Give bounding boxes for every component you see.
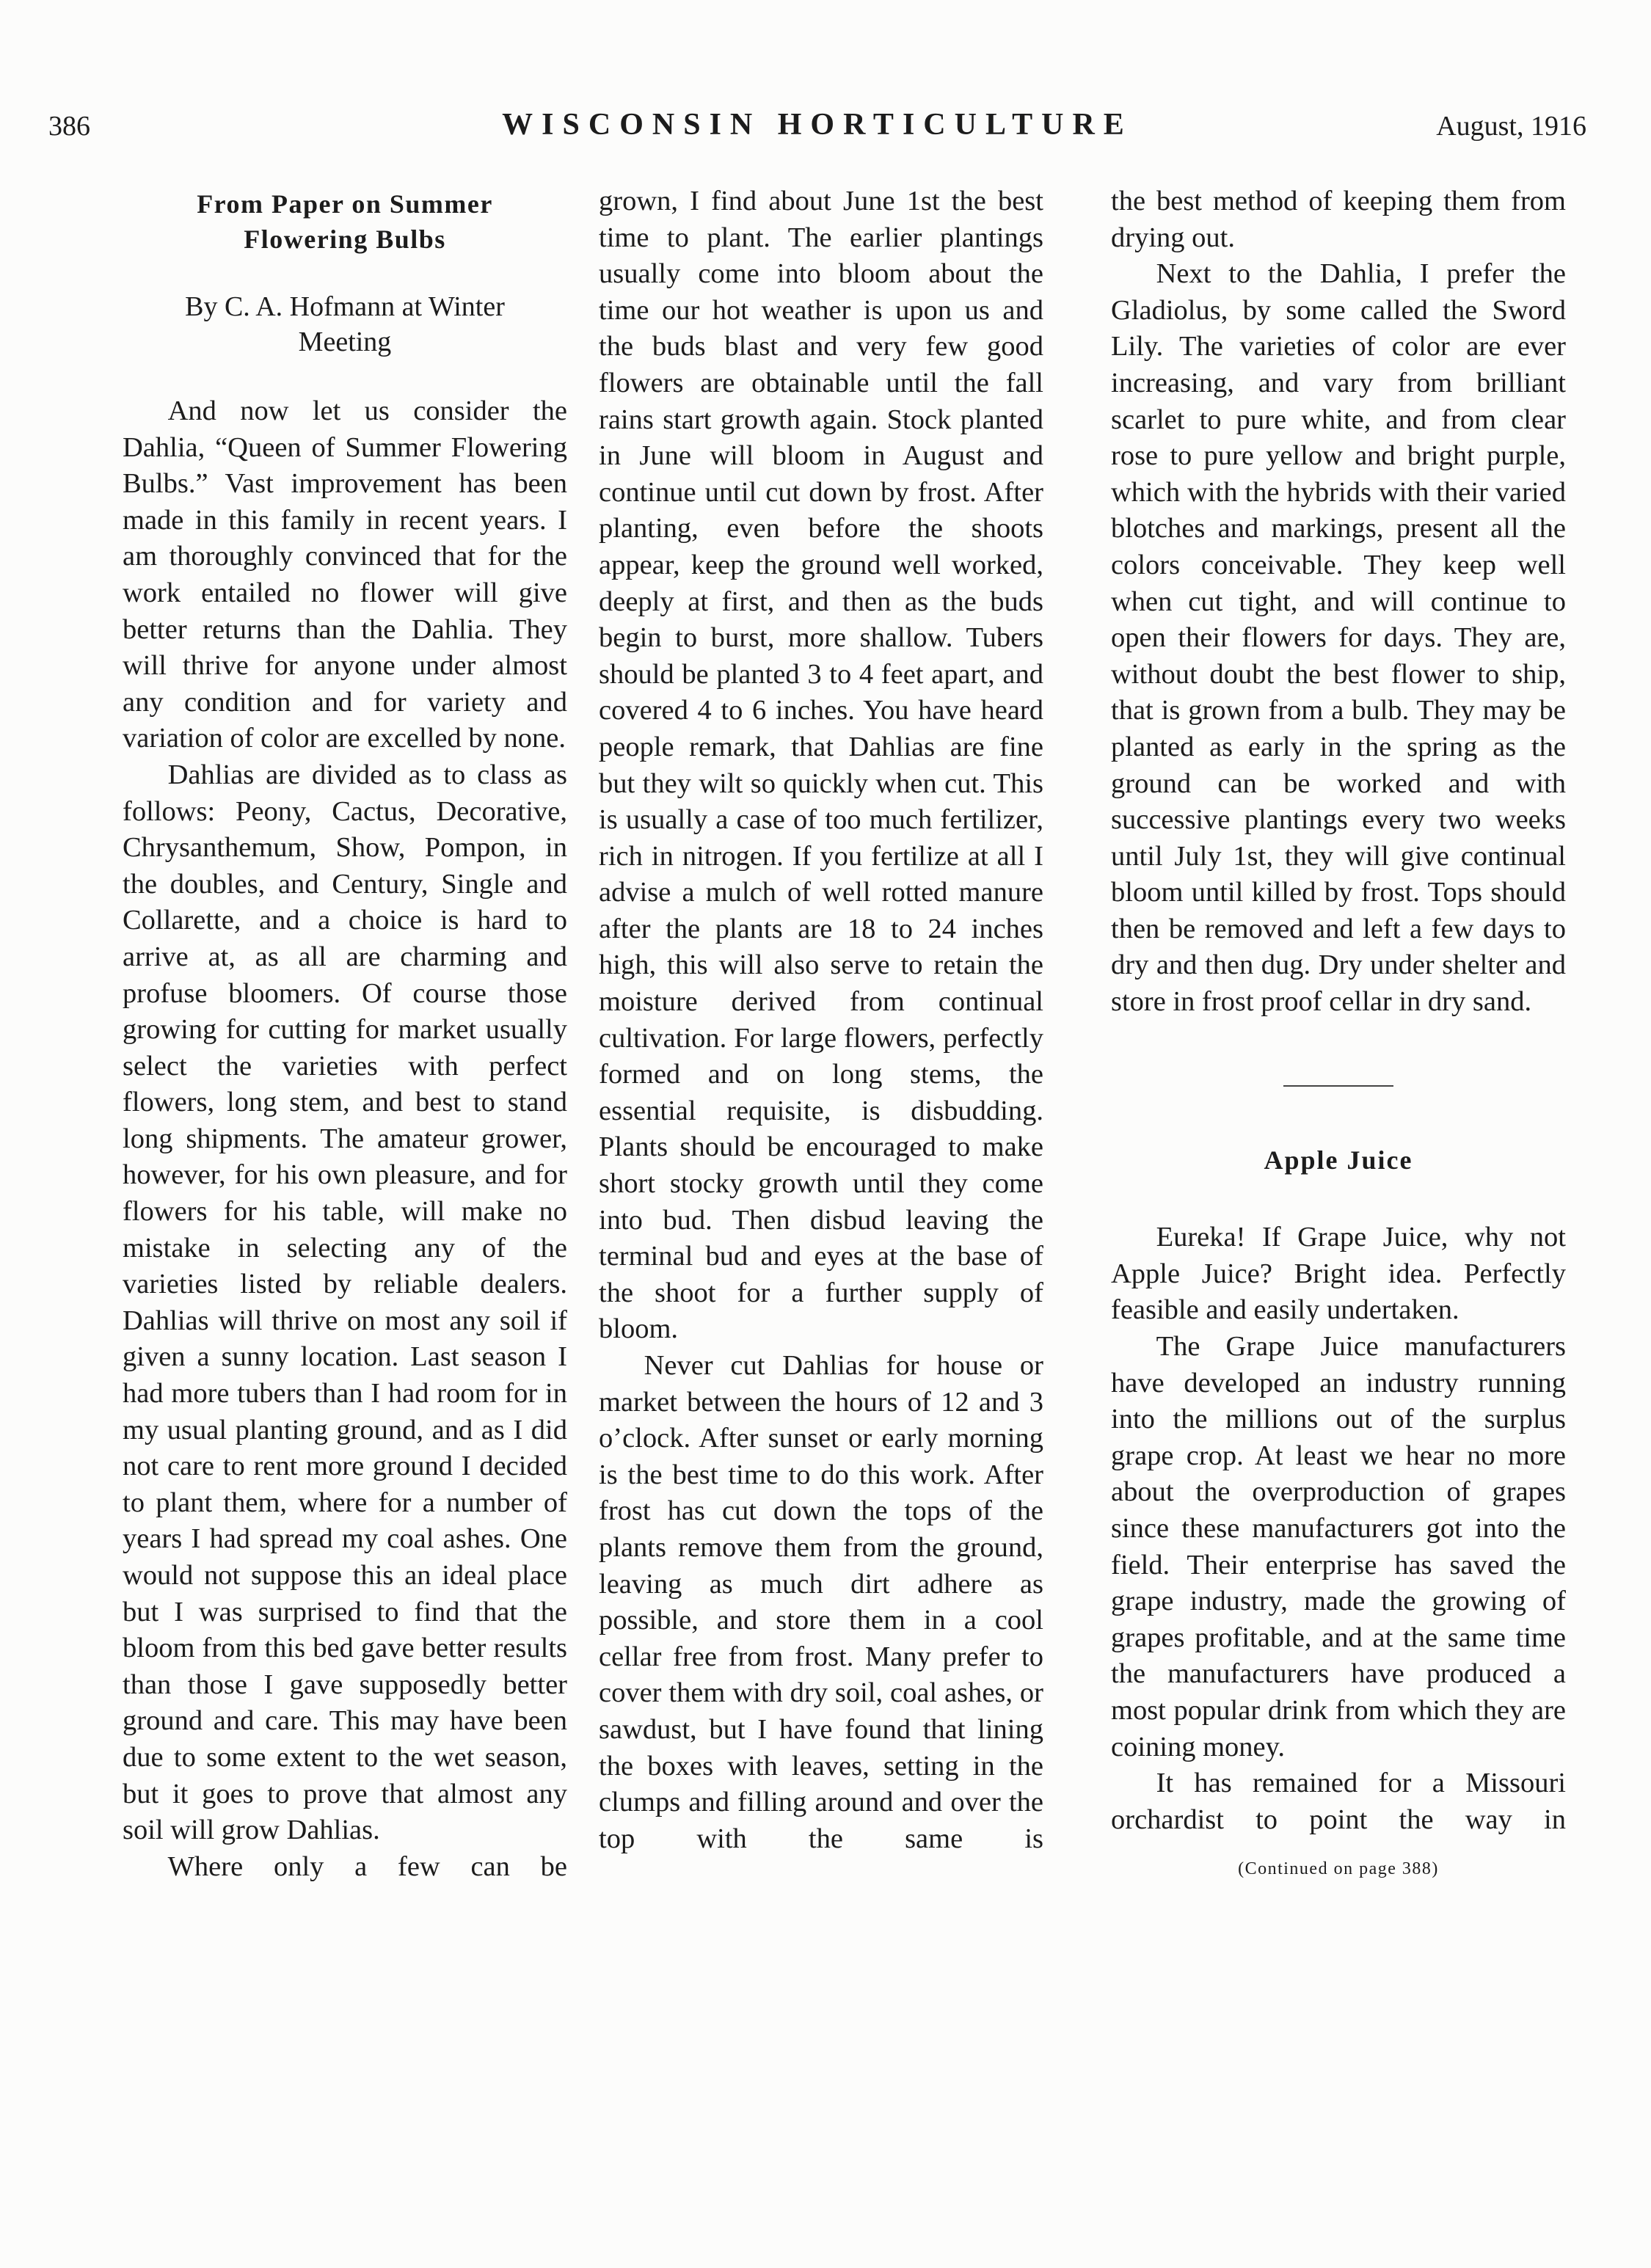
page-header xyxy=(48,110,1586,154)
issue-date: August, 1916 xyxy=(1436,111,1586,142)
column-1 xyxy=(123,183,567,1885)
byline-line-1: By C. A. Hofmann at Winter xyxy=(185,291,505,322)
paragraph: The Grape Juice manufacturers have developed an industry running into the millions out of the surplus grape crop. At least we hear no more about the overproduction of grapes since these manufacturers got into the field. Their enterprise has saved the grape industry, made the growing of grapes profitable, and at the same time the manufacturers have produced a most popular drink from which they are coining money. xyxy=(1111,1331,1566,1762)
article-title-line-1: From Paper on Summer xyxy=(197,189,493,219)
byline-line-2: Meeting xyxy=(298,327,392,357)
section-divider xyxy=(1283,1085,1393,1087)
journal-title: WISCONSIN HORTICULTURE xyxy=(502,108,1133,142)
paragraph: Eureka! If Grape Juice, why not Apple Juice? Bright idea. Perfectly feasible and easily undertaken. xyxy=(1111,1222,1566,1326)
paragraph: It has remained for a Missouri orchardist to point the way in xyxy=(1111,1768,1566,1835)
article-title xyxy=(123,186,567,257)
paragraph: And now let us consider the Dahlia, “Queen of Summer Flowering Bulbs.” Vast improvement has been made in this family in recent years. I am thoroughly convinced that for the work entailed no flower will give better returns than the Dahlia. They will thrive for anyone under almost any condition and for variety and variation of color are excelled by none. xyxy=(123,395,567,754)
page-number: 386 xyxy=(48,111,90,142)
article-2-title: Apple Juice xyxy=(1264,1145,1413,1175)
paragraph: the best method of keeping them from drying out. xyxy=(1111,186,1566,253)
article-byline xyxy=(123,289,567,360)
paragraph: Never cut Dahlias for house or market between the hours of 12 and 3 o’clock. After sunset or early morning is the best time to do this work. After frost has cut down the tops of the plants remove them from the ground, leaving as much dirt adhere as possible, and store them in a cool cellar free from frost. Many prefer to cover them with dry soil, coal ashes, or sawdust, but I have found that lining the boxes with leaves, setting in the clumps and filling around and over the top with the same is xyxy=(599,1350,1043,1854)
paragraph: grown, I find about June 1st the best time to plant. The earlier plantings usually come into bloom about the time our hot weather is upon us and the buds blast and very few good flowers are obtainable until the fall rains start growth again. Stock planted in June will bloom in August and continue until cut down by frost. After planting, even before the shoots appear, keep the ground well worked, deeply at first, and then as the buds begin to burst, more shallow. Tubers should be planted 3 to 4 feet apart, and covered 4 to 6 inches. You have heard people remark, that Dahlias are fine but they wilt so quickly when cut. This is usually a case of too much fertilizer, rich in nitrogen. If you fertilize at all I advise a mulch of well rotted manure after the plants are 18 to 24 inches high, this will also serve to retain the moisture derived from continual cultivation. For large flowers, perfectly formed and on long stems, the essential requisite, is disbudding. Plants should be encouraged to make short stocky growth until they come into bud. Then disbud leaving the terminal bud and eyes at the base of the shoot for a further supply of bloom. xyxy=(599,186,1043,1345)
column-3 xyxy=(1111,183,1566,1888)
continued-note: (Continued on page 388) xyxy=(1238,1859,1439,1879)
paragraph: Where only a few can be xyxy=(167,1851,567,1882)
paragraph: Next to the Dahlia, I prefer the Gladiolus, by some called the Sword Lily. The varieties of color are ever increasing, and vary from brilliant scarlet to pure white, and from clear rose to pure yellow and bright purple, which with the hybrids with their varied blotches and markings, present all the colors conceivable. They keep well when cut tight, and will continue to open their flowers for days. They are, without doubt the best flower to ship, that is grown from a bulb. They may be planted as early in the spring as the ground can be worked and with successive plantings every two weeks until July 1st, they will give continual bloom until killed by frost. Tops should then be removed and left a few days to dry and then dug. Dry under shelter and store in frost proof cellar in dry sand. xyxy=(1111,258,1566,1018)
column-2 xyxy=(599,183,1043,1857)
paragraph: Dahlias are divided as to class as follows: Peony, Cactus, Decorative, Chrysanthemum, Show, Pompon, in the doubles, and Century, Single and Collarette, and a choice is hard to arrive at, as all are charming and profuse bloomers. Of course those growing for cutting for market usually select the varieties with perfect flowers, long stem, and best to stand long shipments. The amateur grower, however, for his own pleasure, and for flowers for his table, will make no mistake in selecting any of the varieties listed by reliable dealers. Dahlias will thrive on most any soil if given a sunny location. Last season I had more tubers than I had room for in my usual planting ground, and as I did not care to rent more ground I decided to plant them, where for a number of years I had spread my coal ashes. One would not suppose this an ideal place but I was surprised to find that the bloom from this bed gave better results than those I gave supposedly better ground and care. This may have been due to some extent to the wet season, but it goes to prove that almost any soil will grow Dahlias. xyxy=(123,759,567,1846)
article-title-line-2: Flowering Bulbs xyxy=(244,225,446,254)
